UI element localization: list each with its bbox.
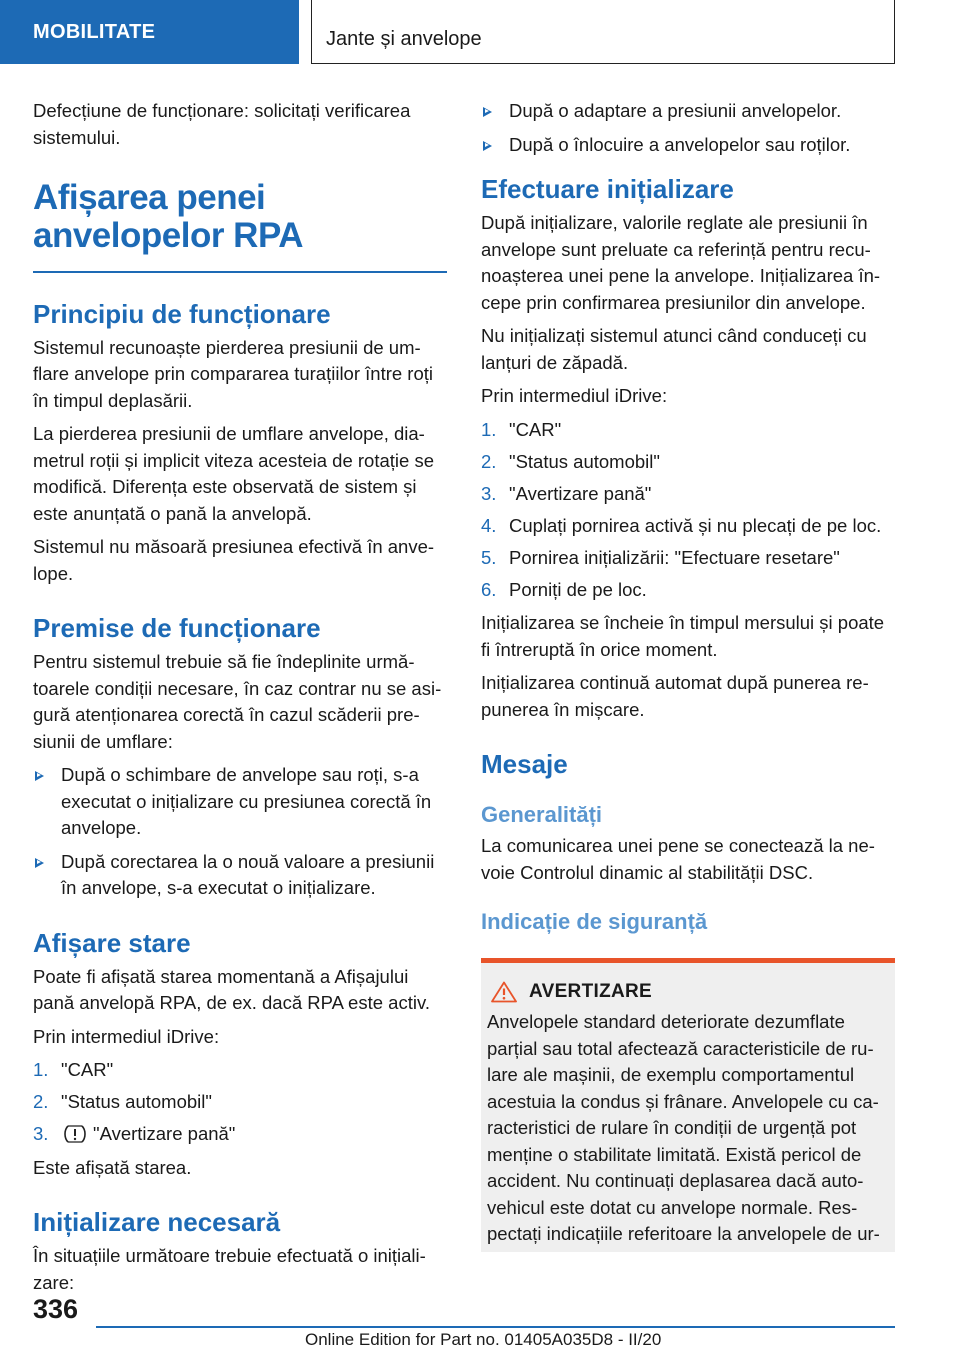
list-item: 3. "Avertizare pană" (481, 482, 652, 504)
list-item: 1. "CAR" (481, 418, 562, 440)
page-number: 336 (33, 1294, 79, 1324)
do-init-paragraph: Inițializarea se încheie în timpul mersului și poate fi întreruptă în orice moment. (481, 612, 885, 660)
principle-heading: Principiu de funcționare (33, 298, 331, 329)
chapter-box (311, 0, 895, 64)
page-title: Afișarea penei anvelopelor RPA (33, 178, 303, 255)
list-item: 1. "CAR" (33, 1059, 114, 1080)
edition-text: Online Edition for Part no. 01405A035D8 - II/20 (305, 1330, 662, 1349)
intro-text: Defecțiune de funcționare: solicitați verificarea sistemului. (33, 100, 411, 148)
do-init-steps (481, 417, 895, 604)
list-item: 3. "Avertizare pană" (33, 1123, 236, 1144)
warning-triangle-icon (491, 981, 517, 1003)
do-init-heading: Efectuare inițializare (481, 174, 734, 204)
premises-list (33, 762, 447, 902)
list-item: După o înlocuire a anvelopelor sau roților. (481, 132, 895, 159)
list-item: 2. "Status automobil" (33, 1091, 212, 1112)
list-item: 2. "Status automobil" (481, 450, 660, 472)
triangle-bullet-icon (35, 858, 44, 868)
list-item: După corectarea la o nouă valoare a presiunii în anvelope, s-a executat o inițializare. (33, 849, 447, 902)
triangle-bullet-icon (483, 107, 492, 117)
list-item: 5. Pornirea inițializării: "Efectuare resetare" (481, 546, 840, 568)
page-header (0, 0, 960, 64)
list-item: După o schimbare de anvelope sau roți, s-a executat o inițializare cu presiunea corectă în anvelope. (33, 762, 447, 842)
do-init-paragraph: Prin intermediul iDrive: (481, 385, 668, 406)
premises-heading: Premise de funcționare (33, 613, 321, 643)
general-heading: Generalități (481, 802, 603, 827)
triangle-bullet-icon (483, 141, 492, 151)
footer-rule (96, 1326, 895, 1328)
list-item: După o adaptare a presiunii anvelopelor. (481, 98, 895, 125)
init-needed-paragraph: În situațiile următoare trebuie efectuată o inițializare: (33, 1245, 426, 1293)
list-item: 4. Cuplați pornirea activă și nu plecați de pe loc. (481, 514, 882, 536)
do-init-paragraph: După inițializare, valorile reglate ale presiunii în anvelope sunt preluate ca referință pentru recunoașterea unei pene la anvelope. Inițializarea începe prin confirmarea presiunilor din anvelope. (481, 212, 881, 313)
init-needed-list (481, 98, 895, 158)
left-column (33, 98, 447, 1303)
status-paragraph: Este afișată starea. (33, 1156, 192, 1178)
messages-heading: Mesaje (481, 749, 568, 779)
right-column (481, 98, 895, 1252)
status-paragraph: Poate fi afișată starea momentană a Afișajului pană anvelopă RPA, de ex. dacă RPA este activ. (33, 965, 430, 1013)
status-heading: Afișare stare (33, 927, 191, 958)
tire-pressure-warning-icon (63, 1123, 87, 1145)
principle-paragraph: Sistemul nu măsoară presiunea efectivă în anvelope. (33, 536, 435, 584)
do-init-paragraph: Nu inițializați sistemul atunci când conduceți cu lanțuri de zăpadă. (481, 325, 867, 373)
triangle-bullet-icon (35, 771, 44, 781)
do-init-paragraph: Inițializarea continuă automat după punerea repunerea în mișcare. (481, 672, 869, 720)
title-divider (33, 271, 447, 273)
list-item: 6. Porniți de pe loc. (481, 578, 647, 600)
warning-box (481, 963, 895, 1252)
status-paragraph: Prin intermediul iDrive: (33, 1025, 220, 1047)
chapter-label: Jante și anvelope (326, 28, 482, 50)
section-label: MOBILITATE (0, 0, 299, 64)
principle-paragraph: Sistemul recunoaște pierderea presiunii de umflare anvelope prin compararea turațiilor între roți în timpul deplasării. (33, 336, 433, 411)
safety-heading: Indicație de siguranță (481, 909, 708, 934)
warning-title-row (487, 981, 889, 1003)
general-paragraph: La comunicarea unei pene se conectează la nevoie Controlul dinamic al stabilității DSC. (481, 835, 875, 883)
premises-paragraph: Pentru sistemul trebuie să fie îndeplinite următoarele condiții necesare, în caz contrar nu se asigură atenționarea corectă în cazul scăderii presiunii de umflare: (33, 651, 442, 752)
principle-paragraph: La pierderea presiunii de umflare anvelope, diametrul roții și implicit viteza acesteia de rotație se modifică. Diferența este observată de sistem și este anunțată o pană la anvelopă. (33, 423, 434, 524)
warning-title: AVERTIZARE (529, 981, 652, 1002)
page-footer (0, 1290, 960, 1362)
init-needed-heading: Inițializare necesară (33, 1207, 281, 1237)
warning-text: Anvelopele standard deteriorate dezumflate parțial sau total afectează caracteristicile de rulare ale mașinii, de exemplu comportamentul acestuia la condus și frânare. Anvelopele cu caracteristici de rulare în condiții de urgență pot menține o stabilitate limitată. Există pericol de accident. Nu continuați deplasarea dacă autovehicul este dotat cu anvelope normale. Respectați indicațiile referitoare la anvelopele de ur- (487, 1011, 880, 1244)
status-steps (33, 1057, 447, 1148)
